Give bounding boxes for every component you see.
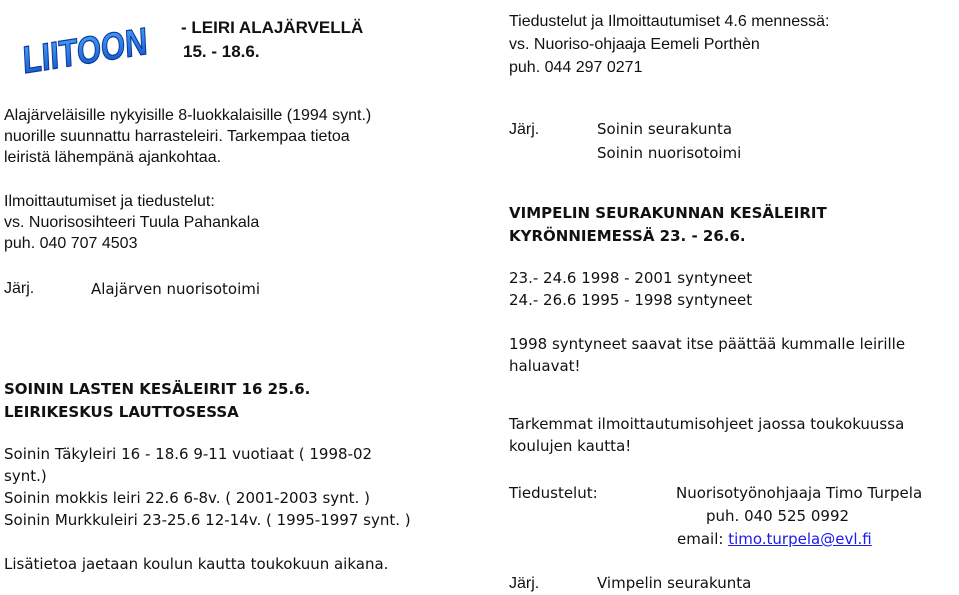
top-contact-heading: Tiedustelut ja Ilmoittautumiset 4.6 mennessä: — [509, 13, 830, 30]
email-row — [677, 529, 872, 550]
organizer-name: Alajärven nuorisotoimi — [91, 280, 261, 298]
right-organizer-2: Soinin nuorisotoimi — [597, 144, 742, 162]
leiri-title: - LEIRI ALAJÄRVELLÄ — [181, 18, 364, 37]
vimpeli-date-1: 23.- 24.6 1998 - 2001 syntyneet — [509, 269, 753, 287]
logo-wordmark: LIITOON — [21, 16, 176, 83]
soini-camp-1: Soinin Täkyleiri 16 - 18.6 9-11 vuotiaat ( 1998-02 — [4, 445, 373, 463]
inquiry-name: Nuorisotyönohjaaja Timo Turpela — [676, 484, 923, 502]
vimpeli-heading-1: VIMPELIN SEURAKUNNAN KESÄLEIRIT — [509, 204, 827, 222]
right-organizer-label: Järj. — [509, 121, 540, 138]
soini-camp-1-cont: synt.) — [4, 467, 47, 485]
instructions-line-2: koulujen kautta! — [509, 437, 632, 455]
contact-heading: Ilmoittautumiset ja tiedustelut: — [4, 193, 215, 210]
liitoon-logo — [20, 5, 176, 83]
leiri-dates: 15. - 18.6. — [183, 42, 260, 61]
vimpeli-heading-2: KYRÖNNIEMESSÄ 23. - 26.6. — [509, 227, 746, 245]
inquiry-label: Tiedustelut: — [509, 484, 598, 502]
soini-heading-1: SOININ LASTEN KESÄLEIRIT 16 25.6. — [4, 380, 311, 398]
intro-line-2: nuorille suunnattu harrasteleiri. Tarkempaa tietoa — [4, 128, 350, 145]
vimpeli-organizer-label: Järj. — [509, 575, 540, 592]
inquiry-phone: puh. 040 525 0992 — [706, 507, 850, 525]
email-link[interactable]: timo.turpela@evl.fi — [728, 530, 872, 548]
top-contact-person: vs. Nuoriso-ohjaaja Eemeli Porthèn — [509, 36, 760, 53]
intro-line-1: Alajärveläisille nykyisille 8-luokkalaisille (1994 synt.) — [4, 107, 372, 124]
intro-line-3: leiristä lähempänä ajankohtaa. — [4, 149, 222, 166]
top-contact-phone: puh. 044 297 0271 — [509, 59, 643, 76]
contact-person: vs. Nuorisosihteeri Tuula Pahankala — [4, 214, 260, 231]
vimpeli-date-2: 24.- 26.6 1995 - 1998 syntyneet — [509, 291, 753, 309]
email-label: email: — [677, 530, 724, 548]
contact-phone: puh. 040 707 4503 — [4, 235, 138, 252]
right-organizer-1: Soinin seurakunta — [597, 120, 733, 138]
soini-camp-2: Soinin mokkis leiri 22.6 6-8v. ( 2001-2003 synt. ) — [4, 489, 370, 507]
organizer-label: Järj. — [4, 280, 35, 297]
choice-line-2: haluavat! — [509, 357, 581, 375]
soini-note: Lisätietoa jaetaan koulun kautta toukokuun aikana. — [4, 555, 389, 573]
soini-camp-3: Soinin Murkkuleiri 23-25.6 12-14v. ( 1995-1997 synt. ) — [4, 511, 411, 529]
instructions-line-1: Tarkemmat ilmoittautumisohjeet jaossa toukokuussa — [509, 415, 905, 433]
vimpeli-organizer-name: Vimpelin seurakunta — [597, 574, 752, 592]
soini-heading-2: LEIRIKESKUS LAUTTOSESSA — [4, 403, 239, 421]
choice-line-1: 1998 syntyneet saavat itse päättää kummalle leirille — [509, 335, 906, 353]
